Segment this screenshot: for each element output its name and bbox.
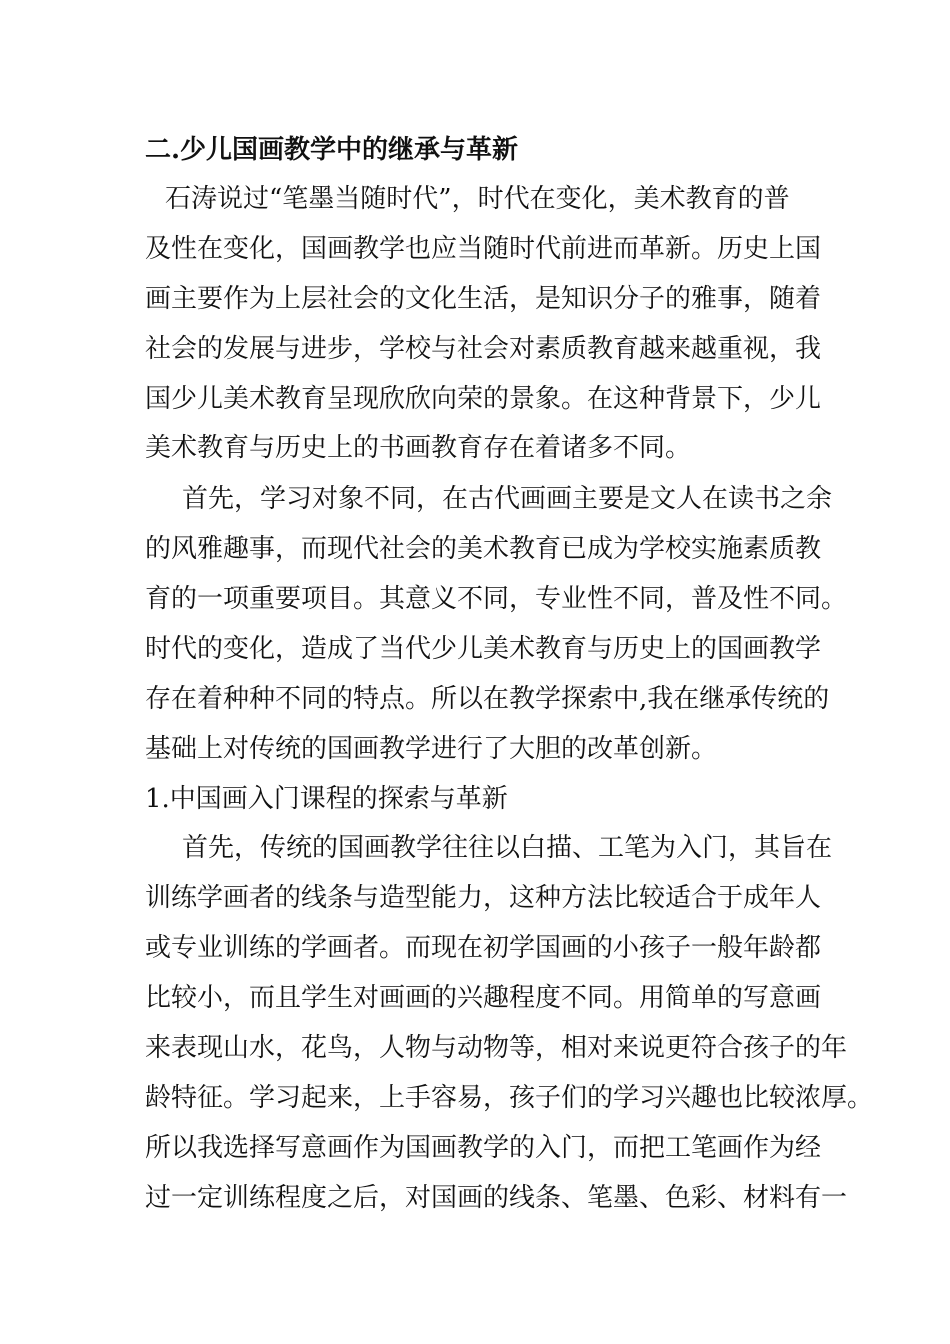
paragraph-line: 或专业训练的学画者。而现在初学国画的小孩子一般年龄都 xyxy=(145,933,822,963)
paragraph-line: 龄特征。学习起来，上手容易，孩子们的学习兴趣也比较浓厚。 xyxy=(145,1083,874,1113)
paragraph-line: 育的一项重要项目。其意义不同，专业性不同，普及性不同。 xyxy=(145,584,848,614)
paragraph-line: 首先，传统的国画教学往往以白描、工笔为入门，其旨在 xyxy=(182,833,833,863)
paragraph-line: 首先，学习对象不同，在古代画画主要是文人在读书之余 xyxy=(182,484,833,514)
paragraph-line: 社会的发展与进步，学校与社会对素质教育越来越重视，我 xyxy=(145,334,822,364)
paragraph-line: 所以我选择写意画作为国画教学的入门，而把工笔画作为经 xyxy=(145,1133,822,1163)
paragraph-line: 及性在变化，国画教学也应当随时代前进而革新。历史上国 xyxy=(145,234,822,264)
paragraph-line: 的风雅趣事，而现代社会的美术教育已成为学校实施素质教 xyxy=(145,534,822,564)
paragraph-line: 来表现山水，花鸟，人物与动物等，相对来说更符合孩子的年 xyxy=(145,1033,848,1063)
paragraph-line: 存在着种种不同的特点。所以在教学探索中,我在继承传统的 xyxy=(145,684,830,714)
paragraph-line: 时代的变化，造成了当代少儿美术教育与历史上的国画教学 xyxy=(145,634,822,664)
paragraph-line: 过一定训练程度之后，对国画的线条、笔墨、色彩、材料有一 xyxy=(145,1183,848,1213)
section-heading: 二.少儿国画教学中的继承与革新 xyxy=(145,135,519,165)
paragraph-line: 美术教育与历史上的书画教育存在着诸多不同。 xyxy=(145,433,692,463)
paragraph-line: 画主要作为上层社会的文化生活，是知识分子的雅事，随着 xyxy=(145,284,822,314)
paragraph-line: 石涛说过“笔墨当随时代”，时代在变化，美术教育的普 xyxy=(165,184,790,214)
paragraph-line: 国少儿美术教育呈现欣欣向荣的景象。在这种背景下，少儿 xyxy=(145,384,822,414)
subsection-heading: 1.中国画入门课程的探索与革新 xyxy=(145,784,508,814)
paragraph-line: 比较小，而且学生对画画的兴趣程度不同。用简单的写意画 xyxy=(145,983,822,1013)
paragraph-line: 基础上对传统的国画教学进行了大胆的改革创新。 xyxy=(145,734,718,764)
paragraph-line: 训练学画者的线条与造型能力，这种方法比较适合于成年人 xyxy=(145,883,822,913)
